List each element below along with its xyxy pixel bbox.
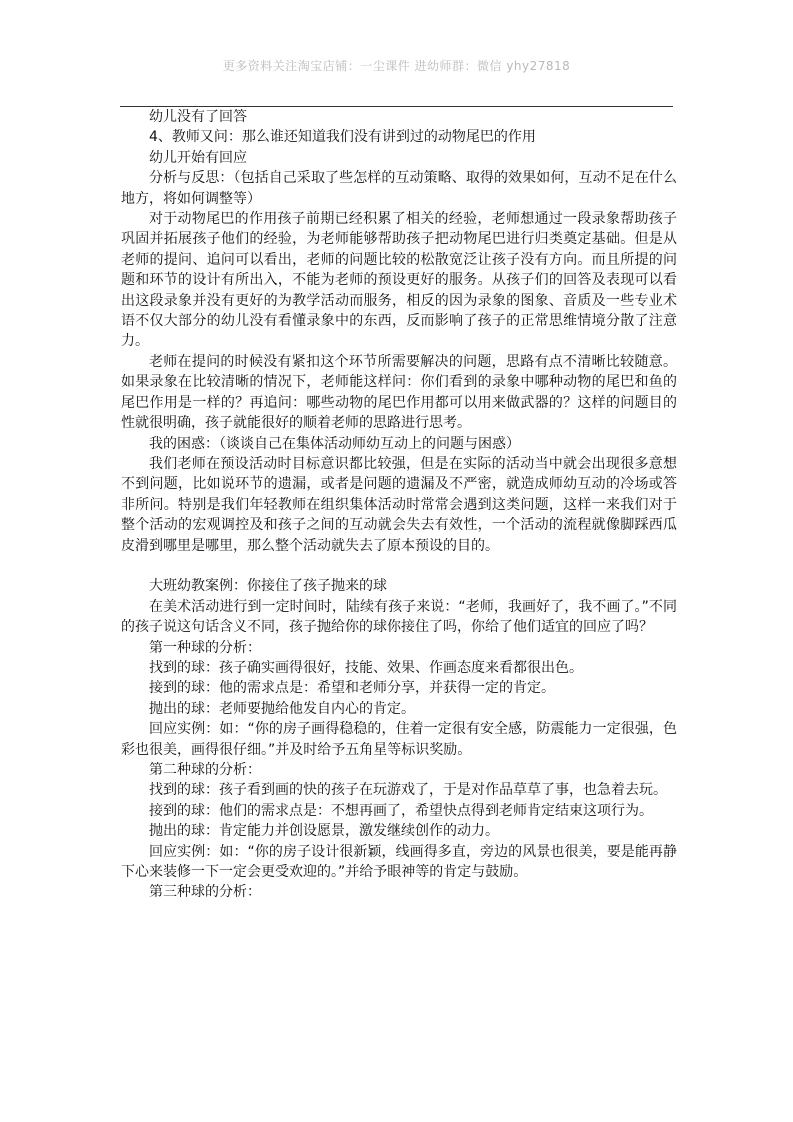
paragraph: 老师在提问的时候没有紧扣这个环节所需要解决的问题，思路有点不清晰比较随意。如果录象在比较清晰的情况下，老师能这样问：你们看到的录象中哪种动物的尾巴和鱼的尾巴作用是一样的？再追问：哪些动物的尾巴作用都可以用来做武器的？这样的问题目的性就很明确，孩子就能很好的顺着老师的思路进行思考。 xyxy=(121,353,677,432)
paragraph: 接到的球：他们的需求点是：不想再画了，希望快点得到老师肯定结束这项行为。 xyxy=(149,802,653,819)
section-title: 大班幼教案例：你接住了孩子抛来的球 xyxy=(149,578,387,595)
paragraph: 第一种球的分析： xyxy=(149,639,261,656)
paragraph: 第三种球的分析： xyxy=(149,884,261,901)
paragraph: 幼儿开始有回应 xyxy=(149,149,247,166)
paragraph: 找到的球：孩子看到画的快的孩子在玩游戏了，于是对作品草草了事，也急着去玩。 xyxy=(149,782,667,799)
paragraph: 找到的球：孩子确实画得很好，技能、效果、作画态度来看都很出色。 xyxy=(149,659,583,676)
paragraph: 对于动物尾巴的作用孩子前期已经积累了相关的经验，老师想通过一段录象帮助孩子巩固并拓展孩子他们的经验，为老师能够帮助孩子把动物尾巴进行归类奠定基础。但是从老师的提问、追问可以看出，老师的问题比较的松散宽泛让孩子没有方向。而且所提的问题和环节的设计有所出入，不能为老师的预设更好的服务。从孩子们的回答及表现可以看出这段录象并没有更好的为教学活动而服务，相反的因为录象的图象、音质及一些专业术语不仅大部分的幼儿没有看懂录象中的东西，反而影响了孩子的正常思维情境分散了注意力。 xyxy=(121,211,677,350)
document-body xyxy=(121,107,677,903)
paragraph: 接到的球：他的需求点是：希望和老师分享，并获得一定的肯定。 xyxy=(149,680,555,697)
paragraph: 在美术活动进行到一定时间时，陆续有孩子来说：“老师，我画好了，我不画了。”不同的孩子说这句话含义不同，孩子抛给你的球你接住了吗，你给了他们适宜的回应了吗？ xyxy=(121,598,677,636)
paragraph: 幼儿没有了回答 xyxy=(149,109,247,125)
paragraph: 回应实例：如：“你的房子画得稳稳的，住着一定很有安全感，防震能力一定很强，色彩也很美，画得很仔细。”并及时给予五角星等标识奖励。 xyxy=(121,721,677,758)
paragraph: 第二种球的分析： xyxy=(149,761,261,778)
paragraph: 回应实例：如：“你的房子设计很新颖，线画得多直，旁边的风景也很美，要是能再静下心来装修一下一定会更受欢迎的。”并给予眼神等的肯定与鼓励。 xyxy=(121,843,677,881)
paragraph: 4、教师又问：那么谁还知道我们没有讲到过的动物尾巴的作用 xyxy=(149,129,536,146)
header-watermark: 更多资料关注淘宝店铺：一尘课件 进幼师群：微信 yhy27818 xyxy=(222,59,571,73)
blank-line xyxy=(121,556,677,576)
paragraph: 分析与反思：（包括自己采取了些怎样的互动策略、取得的效果如何，互动不足在什么地方，将如何调整等） xyxy=(121,170,677,207)
paragraph: 我的困惑：（谈谈自己在集体活动师幼互动上的问题与困惑） xyxy=(149,435,520,452)
paragraph: 抛出的球：老师要抛给他发自内心的肯定。 xyxy=(149,700,415,717)
paragraph: 我们老师在预设活动时目标意识都比较强，但是在实际的活动当中就会出现很多意想不到问题，比如说环节的遗漏，或者是问题的遗漏及不严密，就造成师幼互动的冷场或答非所问。特别是我们年轻教师在组织集体活动时常常会遇到这类问题，这样一来我们对于整个活动的宏观调控及和孩子之间的互动就会失去有效性，一个活动的流程就像脚踩西瓜皮滑到哪里是哪里，那么整个活动就失去了原本预设的目的。 xyxy=(121,455,677,554)
paragraph: 抛出的球：肯定能力并创设愿景，激发继续创作的动力。 xyxy=(149,823,499,840)
